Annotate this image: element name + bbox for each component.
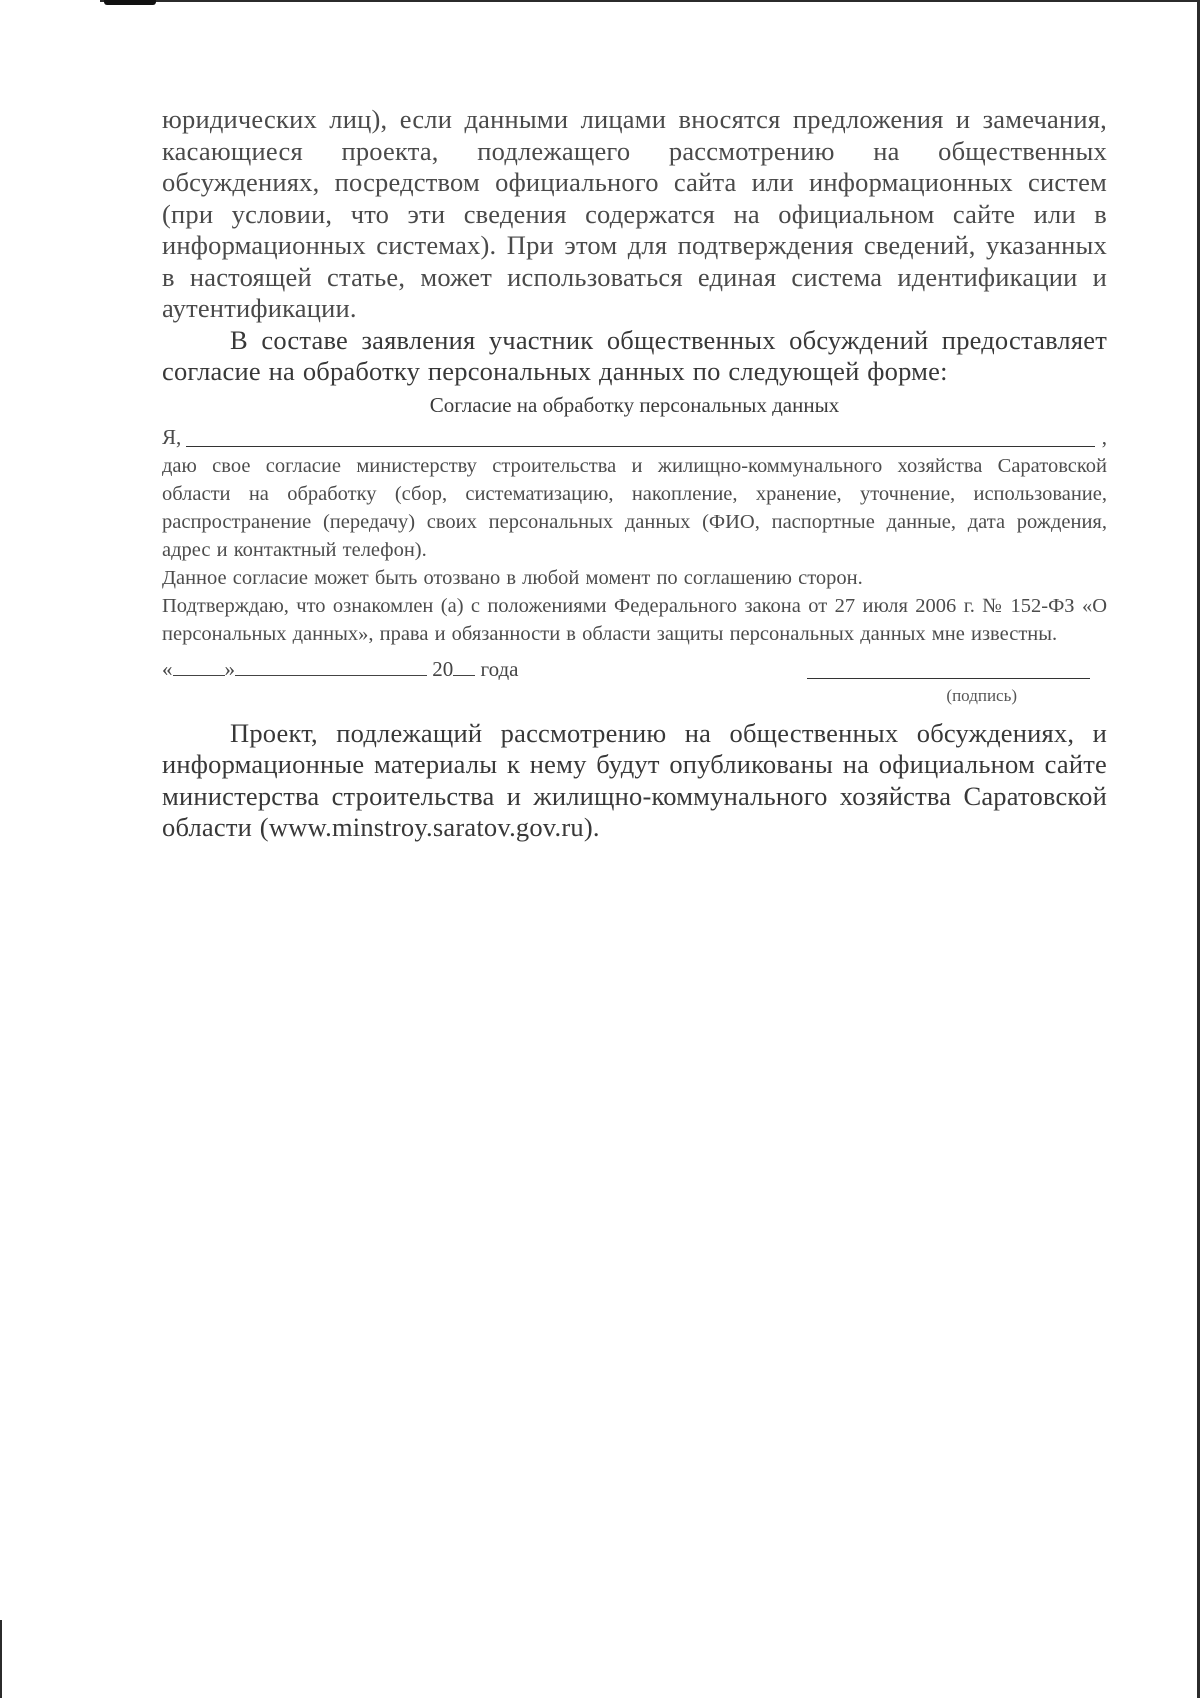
- date-field: [162, 654, 519, 684]
- signature-blank: [807, 678, 1090, 679]
- scan-mark: [104, 0, 156, 5]
- year-prefix: 20: [427, 656, 454, 681]
- signature-caption: (подпись): [946, 685, 1017, 705]
- scan-edge-left: [0, 1620, 2, 1698]
- consent-form-title: Согласие на обработку персональных данных: [429, 392, 840, 417]
- name-field-row: [162, 422, 1107, 452]
- name-field-blank: [186, 446, 1095, 447]
- month-blank: [235, 655, 427, 676]
- consent-revocation-text: Данное согласие может быть отозвано в любой момент по соглашению сторон.: [162, 566, 863, 589]
- scan-edge-top: [100, 0, 1200, 2]
- date-signature-row: [162, 654, 1107, 684]
- year-blank: [453, 655, 475, 676]
- consent-form: [162, 392, 1107, 706]
- date-close-quote: »: [224, 656, 235, 681]
- consent-body-text: даю свое согласие министерству строительства и жилищно-коммунального хозяйства Саратовской области на обработку (сбор, систематизацию, накопление, хранение, уточнение, использование, распространение (передачу) своих персональных данных (ФИО, паспортные данные, дата рождения, адрес и контактный телефон).: [162, 454, 1107, 561]
- name-field-comma: ,: [1101, 424, 1107, 449]
- paragraph-consent-intro: В составе заявления участник общественных обсуждений предоставляет согласие на обработку персональных данных по следующей форме:: [162, 324, 1107, 386]
- consent-acknowledgement-text: Подтверждаю, что ознакомлен (а) с положениями Федерального закона от 27 июля 2006 г. № 152-ФЗ «О персональных данных», права и обязанности в области защиты персональных данных мне известны.: [162, 594, 1107, 645]
- paragraph-publication: Проект, подлежащий рассмотрению на общественных обсуждениях, и информационные материалы к нему будут опубликованы на официальном сайте министерства строительства и жилищно-коммунального хозяйства Саратовской области (www.minstroy.saratov.gov.ru).: [162, 717, 1107, 842]
- name-field-label: Я,: [162, 424, 182, 449]
- paragraph-continuation: юридических лиц), если данными лицами вносятся предложения и замечания, касающиеся проекта, подлежащего рассмотрению на общественных обсуждениях, посредством официального сайта или информационных систем (при условии, что эти сведения содержатся на официальном сайте или в информационных системах). При этом для подтверждения сведений, указанных в настоящей статье, может использоваться единая система идентификации и аутентификации.: [162, 104, 1107, 323]
- year-suffix: года: [475, 656, 519, 681]
- date-open-quote: «: [162, 656, 173, 681]
- document-page: [162, 104, 1107, 844]
- day-blank: [173, 655, 225, 676]
